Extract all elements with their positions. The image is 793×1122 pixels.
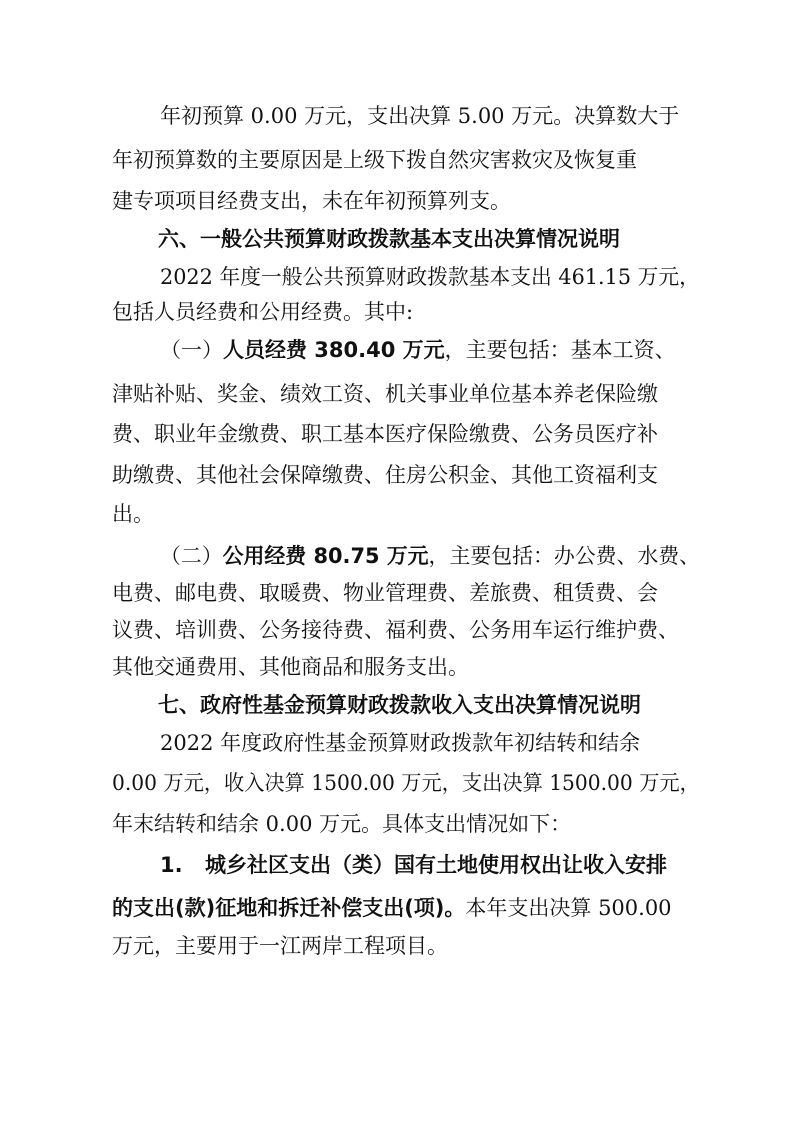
item-number: 1.: [160, 853, 183, 877]
text-line: 2022 年度一般公共预算财政拨款基本支出 461.15 万元，: [160, 265, 700, 289]
text-line: 建专项项目经费支出，未在年初预算列支。: [112, 189, 511, 213]
text-line: 年初预算 0.00 万元，支出决算 5.00 万元。决算数大于: [160, 104, 680, 128]
text-line: 出。: [112, 502, 154, 526]
item-title-tail: 的支出(款)征地和拆迁补偿支出(项)。: [112, 896, 466, 920]
public-expense-amount: 公用经费 80.75 万元: [222, 544, 429, 568]
section-heading-7: 七、政府性基金预算财政拨款收入支出决算情况说明: [158, 693, 641, 717]
text-line: 议费、培训费、公务接待费、福利费、公务用车运行维护费、: [112, 618, 679, 642]
text-line: 津贴补贴、奖金、绩效工资、机关事业单位基本养老保险缴: [112, 382, 658, 406]
section-heading-6: 六、一般公共预算财政拨款基本支出决算情况说明: [158, 227, 620, 251]
text-line: 年初预算数的主要原因是上级下拨自然灾害救灾及恢复重: [112, 148, 637, 172]
text-line: 0.00 万元，收入决算 1500.00 万元，支出决算 1500.00 万元，: [112, 771, 700, 795]
item-title-line: 城乡社区支出（类）国有土地使用权出让收入安排: [205, 853, 667, 877]
text-line: 电费、邮电费、取暖费、物业管理费、差旅费、租赁费、会: [112, 581, 658, 605]
text-span: 本年支出决算 500.00: [465, 896, 672, 920]
item-prefix: （一）: [160, 338, 223, 362]
item-detail-line: [112, 898, 672, 919]
text-line: 包括人员经费和公用经费。其中:: [112, 300, 414, 324]
public-expense-line: [160, 546, 700, 567]
text-span: ，主要包括：办公费、水费、: [428, 544, 701, 568]
text-line: 其他交通费用、其他商品和服务支出。: [112, 655, 469, 679]
text-line: 助缴费、其他社会保障缴费、住房公积金、其他工资福利支: [112, 463, 658, 487]
text-line: 费、职业年金缴费、职工基本医疗保险缴费、公务员医疗补: [112, 422, 658, 446]
text-line: 年末结转和结余 0.00 万元。具体支出情况如下：: [112, 812, 572, 836]
item-prefix: （二）: [160, 544, 223, 568]
personnel-expense-line: [160, 340, 676, 361]
text-line: 2022 年度政府性基金预算财政拨款年初结转和结余: [160, 731, 641, 755]
personnel-expense-amount: 人员经费 380.40 万元: [223, 338, 445, 362]
text-span: ，主要包括：基本工资、: [444, 338, 676, 362]
text-line: 万元，主要用于一江两岸工程项目。: [112, 934, 448, 958]
